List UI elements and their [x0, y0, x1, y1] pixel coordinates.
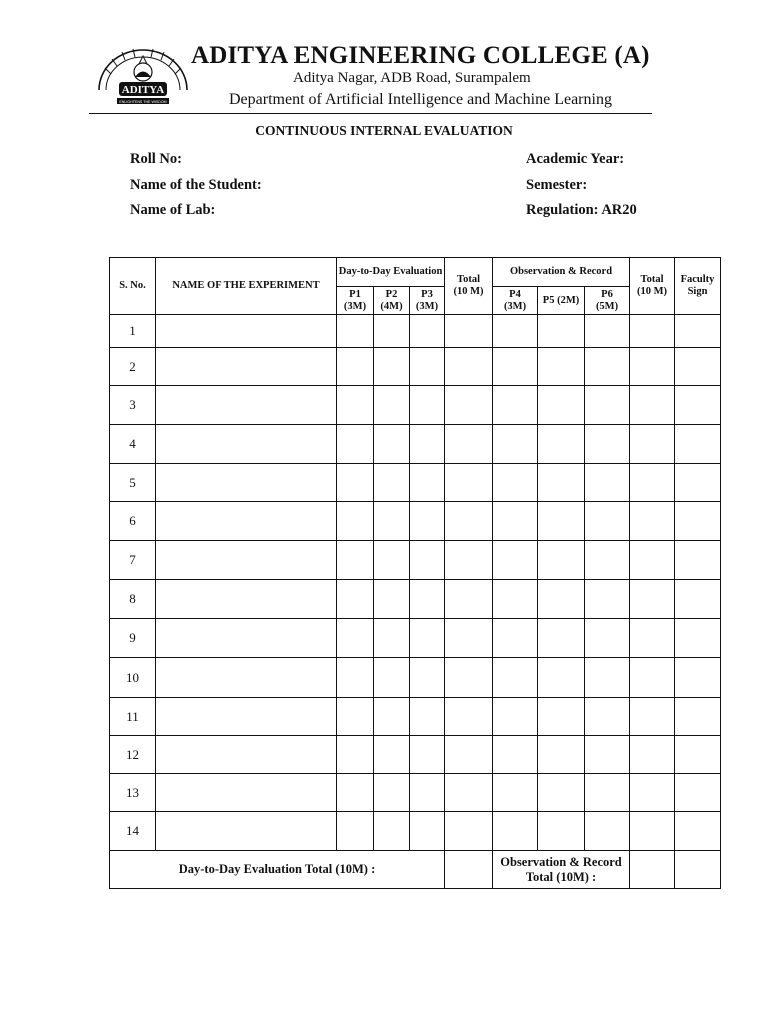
p5-cell[interactable]	[538, 464, 585, 502]
p3-cell[interactable]	[410, 425, 445, 464]
day-to-day-total-value[interactable]	[445, 851, 493, 889]
total-day-cell[interactable]	[445, 658, 493, 698]
total-day-cell[interactable]	[445, 698, 493, 736]
experiment-cell[interactable]	[156, 425, 337, 464]
experiment-cell[interactable]	[156, 502, 337, 541]
p1-cell[interactable]	[337, 774, 374, 812]
p6-cell[interactable]	[585, 425, 630, 464]
p1-cell[interactable]	[337, 541, 374, 580]
table-row	[110, 812, 721, 851]
serial-number-cell: 3	[110, 386, 156, 425]
logo-text: ADITYA	[121, 84, 165, 96]
table-row	[110, 619, 721, 658]
p1-cell[interactable]	[337, 736, 374, 774]
college-name: ADITYA ENGINEERING COLLEGE (A)	[191, 42, 650, 69]
total-obs-cell[interactable]	[630, 812, 675, 851]
p5-cell[interactable]	[538, 580, 585, 619]
table-row	[110, 464, 721, 502]
faculty-sign-cell[interactable]	[675, 658, 721, 698]
header-p4: P4 (3M)	[493, 287, 538, 315]
p5-cell[interactable]	[538, 315, 585, 348]
serial-number-cell: 12	[110, 736, 156, 774]
p4-cell[interactable]	[493, 736, 538, 774]
serial-number-cell: 6	[110, 502, 156, 541]
header-total-observation: Total (10 M)	[630, 258, 675, 315]
p4-cell[interactable]	[493, 619, 538, 658]
p2-cell[interactable]	[374, 386, 410, 425]
p6-cell[interactable]	[585, 464, 630, 502]
header-p5: P5 (2M)	[538, 287, 585, 315]
p3-cell[interactable]	[410, 580, 445, 619]
p3-cell[interactable]	[410, 315, 445, 348]
header-day-to-day: Day-to-Day Evaluation	[337, 258, 445, 287]
p4-cell[interactable]	[493, 698, 538, 736]
logo-motto: ENLIGHTENS THE WISDOM	[119, 100, 167, 104]
experiment-cell[interactable]	[156, 812, 337, 851]
table-body	[110, 315, 721, 851]
total-obs-cell[interactable]	[630, 698, 675, 736]
p6-cell[interactable]	[585, 736, 630, 774]
p4-cell[interactable]	[493, 541, 538, 580]
p3-cell[interactable]	[410, 812, 445, 851]
total-obs-cell[interactable]	[630, 736, 675, 774]
total-day-cell[interactable]	[445, 619, 493, 658]
table-row	[110, 348, 721, 386]
experiment-cell[interactable]	[156, 386, 337, 425]
p1-cell[interactable]	[337, 502, 374, 541]
serial-number-cell: 9	[110, 619, 156, 658]
total-obs-cell[interactable]	[630, 348, 675, 386]
p5-cell[interactable]	[538, 348, 585, 386]
p5-cell[interactable]	[538, 541, 585, 580]
p1-cell[interactable]	[337, 348, 374, 386]
p5-cell[interactable]	[538, 774, 585, 812]
p5-cell[interactable]	[538, 812, 585, 851]
serial-number-cell: 7	[110, 541, 156, 580]
total-day-cell[interactable]	[445, 386, 493, 425]
total-obs-cell[interactable]	[630, 315, 675, 348]
total-obs-cell[interactable]	[630, 464, 675, 502]
table-row	[110, 774, 721, 812]
experiment-cell[interactable]	[156, 658, 337, 698]
faculty-sign-cell[interactable]	[675, 348, 721, 386]
academic-year-label: Academic Year:	[526, 151, 625, 167]
serial-number-cell: 5	[110, 464, 156, 502]
header-observation-record: Observation & Record	[493, 258, 630, 287]
experiment-cell[interactable]	[156, 541, 337, 580]
p5-cell[interactable]	[538, 386, 585, 425]
p1-cell[interactable]	[337, 315, 374, 348]
p6-cell[interactable]	[585, 774, 630, 812]
p2-cell[interactable]	[374, 502, 410, 541]
p6-cell[interactable]	[585, 698, 630, 736]
experiment-cell[interactable]	[156, 464, 337, 502]
college-logo-seal-icon	[95, 44, 191, 108]
p1-cell[interactable]	[337, 464, 374, 502]
faculty-sign-cell[interactable]	[675, 619, 721, 658]
p3-cell[interactable]	[410, 658, 445, 698]
p3-cell[interactable]	[410, 736, 445, 774]
faculty-sign-cell[interactable]	[675, 774, 721, 812]
p4-cell[interactable]	[493, 812, 538, 851]
total-obs-cell[interactable]	[630, 774, 675, 812]
footer-faculty-sign-cell[interactable]	[675, 851, 721, 889]
total-day-cell[interactable]	[445, 812, 493, 851]
p3-cell[interactable]	[410, 502, 445, 541]
p6-cell[interactable]	[585, 386, 630, 425]
p5-cell[interactable]	[538, 502, 585, 541]
header-experiment: NAME OF THE EXPERIMENT	[156, 258, 337, 315]
roll-no-label: Roll No:	[130, 151, 182, 167]
observation-total-label: Observation & Record Total (10M) :	[493, 851, 630, 889]
experiment-cell[interactable]	[156, 698, 337, 736]
total-day-cell[interactable]	[445, 425, 493, 464]
p6-cell[interactable]	[585, 502, 630, 541]
faculty-sign-cell[interactable]	[675, 425, 721, 464]
experiment-cell[interactable]	[156, 348, 337, 386]
serial-number-cell: 1	[110, 315, 156, 348]
p2-cell[interactable]	[374, 425, 410, 464]
experiment-cell[interactable]	[156, 315, 337, 348]
total-obs-cell[interactable]	[630, 658, 675, 698]
p1-cell[interactable]	[337, 619, 374, 658]
total-day-cell[interactable]	[445, 315, 493, 348]
p3-cell[interactable]	[410, 698, 445, 736]
experiment-cell[interactable]	[156, 736, 337, 774]
semester-label: Semester:	[526, 177, 588, 193]
p4-cell[interactable]	[493, 315, 538, 348]
table-row	[110, 315, 721, 348]
p2-cell[interactable]	[374, 464, 410, 502]
total-obs-cell[interactable]	[630, 541, 675, 580]
faculty-sign-cell[interactable]	[675, 464, 721, 502]
table-row	[110, 386, 721, 425]
p2-cell[interactable]	[374, 619, 410, 658]
p1-cell[interactable]	[337, 386, 374, 425]
p2-cell[interactable]	[374, 774, 410, 812]
p1-cell[interactable]	[337, 580, 374, 619]
total-day-cell[interactable]	[445, 464, 493, 502]
p3-cell[interactable]	[410, 541, 445, 580]
evaluation-table	[109, 257, 721, 889]
department-name: Department of Artificial Intelligence and Machine Learning	[229, 91, 612, 108]
p6-cell[interactable]	[585, 812, 630, 851]
header-divider	[89, 113, 652, 114]
table-row	[110, 580, 721, 619]
serial-number-cell: 13	[110, 774, 156, 812]
college-address: Aditya Nagar, ADB Road, Surampalem	[293, 70, 531, 86]
table-row	[110, 736, 721, 774]
experiment-cell[interactable]	[156, 774, 337, 812]
p5-cell[interactable]	[538, 698, 585, 736]
total-obs-cell[interactable]	[630, 425, 675, 464]
total-obs-cell[interactable]	[630, 619, 675, 658]
p2-cell[interactable]	[374, 736, 410, 774]
day-to-day-total-label: Day-to-Day Evaluation Total (10M) :	[110, 851, 445, 889]
total-day-cell[interactable]	[445, 502, 493, 541]
p6-cell[interactable]	[585, 580, 630, 619]
p2-cell[interactable]	[374, 812, 410, 851]
form-title: CONTINUOUS INTERNAL EVALUATION	[255, 123, 513, 138]
p2-cell[interactable]	[374, 348, 410, 386]
p6-cell[interactable]	[585, 658, 630, 698]
header-total-day-to-day: Total (10 M)	[445, 258, 493, 315]
serial-number-cell: 4	[110, 425, 156, 464]
faculty-sign-cell[interactable]	[675, 315, 721, 348]
header-p2: P2 (4M)	[374, 287, 410, 315]
table-row	[110, 502, 721, 541]
total-day-cell[interactable]	[445, 348, 493, 386]
p3-cell[interactable]	[410, 348, 445, 386]
p2-cell[interactable]	[374, 541, 410, 580]
header-p3: P3 (3M)	[410, 287, 445, 315]
header-p6: P6 (5M)	[585, 287, 630, 315]
serial-number-cell: 10	[110, 658, 156, 698]
experiment-cell[interactable]	[156, 580, 337, 619]
p3-cell[interactable]	[410, 386, 445, 425]
total-obs-cell[interactable]	[630, 580, 675, 619]
p4-cell[interactable]	[493, 774, 538, 812]
p3-cell[interactable]	[410, 619, 445, 658]
p1-cell[interactable]	[337, 698, 374, 736]
p5-cell[interactable]	[538, 658, 585, 698]
table-footer-row	[110, 851, 721, 889]
total-day-cell[interactable]	[445, 774, 493, 812]
regulation-label: Regulation: AR20	[526, 202, 637, 218]
serial-number-cell: 8	[110, 580, 156, 619]
serial-number-cell: 14	[110, 812, 156, 851]
header-sno: S. No.	[110, 258, 156, 315]
total-day-cell[interactable]	[445, 736, 493, 774]
observation-total-value[interactable]	[630, 851, 675, 889]
p4-cell[interactable]	[493, 502, 538, 541]
total-obs-cell[interactable]	[630, 502, 675, 541]
table-header-row	[110, 258, 721, 287]
lab-name-label: Name of Lab:	[130, 202, 216, 218]
p3-cell[interactable]	[410, 774, 445, 812]
p5-cell[interactable]	[538, 619, 585, 658]
experiment-cell[interactable]	[156, 619, 337, 658]
header-p1: P1 (3M)	[337, 287, 374, 315]
p1-cell[interactable]	[337, 425, 374, 464]
p4-cell[interactable]	[493, 580, 538, 619]
p2-cell[interactable]	[374, 315, 410, 348]
p5-cell[interactable]	[538, 425, 585, 464]
p6-cell[interactable]	[585, 619, 630, 658]
faculty-sign-cell[interactable]	[675, 812, 721, 851]
table-row	[110, 658, 721, 698]
p4-cell[interactable]	[493, 464, 538, 502]
p4-cell[interactable]	[493, 425, 538, 464]
p6-cell[interactable]	[585, 541, 630, 580]
serial-number-cell: 2	[110, 348, 156, 386]
total-day-cell[interactable]	[445, 541, 493, 580]
p3-cell[interactable]	[410, 464, 445, 502]
faculty-sign-cell[interactable]	[675, 736, 721, 774]
p1-cell[interactable]	[337, 812, 374, 851]
faculty-sign-cell[interactable]	[675, 502, 721, 541]
p2-cell[interactable]	[374, 580, 410, 619]
header-faculty-sign: Faculty Sign	[675, 258, 721, 315]
serial-number-cell: 11	[110, 698, 156, 736]
table-row	[110, 698, 721, 736]
total-day-cell[interactable]	[445, 580, 493, 619]
faculty-sign-cell[interactable]	[675, 386, 721, 425]
p4-cell[interactable]	[493, 348, 538, 386]
faculty-sign-cell[interactable]	[675, 580, 721, 619]
p6-cell[interactable]	[585, 315, 630, 348]
p2-cell[interactable]	[374, 698, 410, 736]
table-row	[110, 425, 721, 464]
p4-cell[interactable]	[493, 658, 538, 698]
p4-cell[interactable]	[493, 386, 538, 425]
p1-cell[interactable]	[337, 658, 374, 698]
p6-cell[interactable]	[585, 348, 630, 386]
p5-cell[interactable]	[538, 736, 585, 774]
faculty-sign-cell[interactable]	[675, 698, 721, 736]
total-obs-cell[interactable]	[630, 386, 675, 425]
faculty-sign-cell[interactable]	[675, 541, 721, 580]
p2-cell[interactable]	[374, 658, 410, 698]
table-row	[110, 541, 721, 580]
student-name-label: Name of the Student:	[130, 177, 262, 193]
